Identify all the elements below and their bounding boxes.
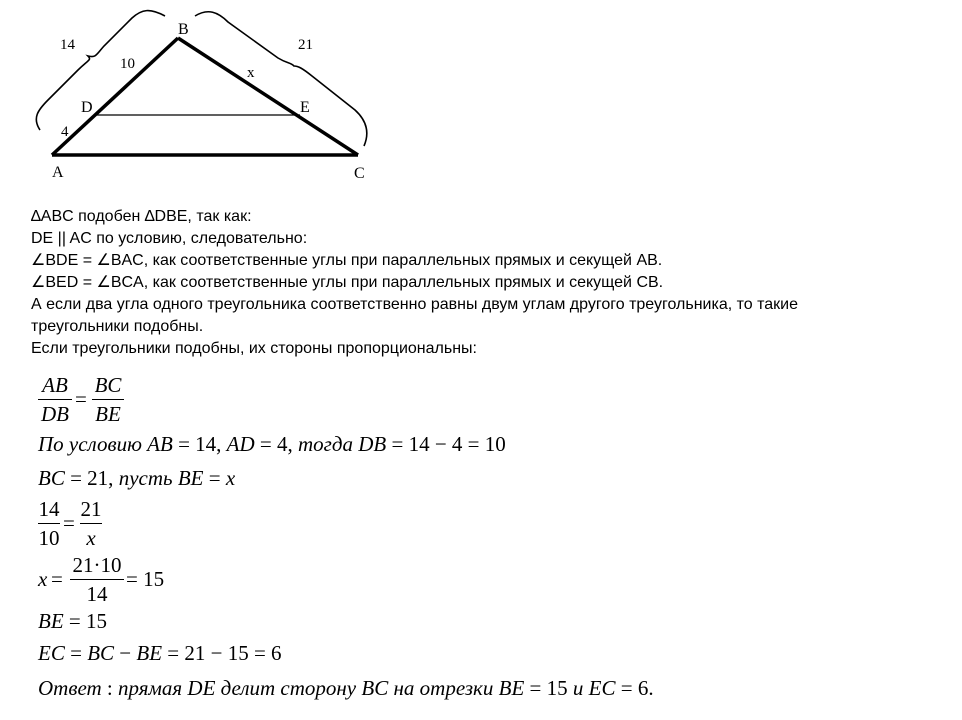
fraction-14-10: 14 10 bbox=[38, 497, 60, 550]
explanation-line-7: Если треугольники подобны, их стороны пропорциональны: bbox=[31, 340, 477, 357]
fraction-ab-db: AB DB bbox=[38, 373, 72, 426]
side-ab bbox=[52, 38, 178, 155]
ec-result: EC = BC − BE = 21 − 15 = 6 bbox=[38, 641, 282, 665]
fraction-21-x: 21 x bbox=[80, 497, 102, 550]
explanation-line-3: ∠BDE = ∠BAC, как соответственные углы при параллельных прямых и секущей AB. bbox=[31, 252, 663, 269]
label-bc-total: 21 bbox=[298, 37, 313, 53]
given-line-1: По условию AB = 14, AD = 4, тогда DB = 14 − 4 = 10 bbox=[38, 432, 506, 456]
solve-equals: = bbox=[51, 567, 63, 591]
fraction-210-14: 21·10 14 bbox=[70, 553, 124, 606]
solve-result: = 15 bbox=[126, 567, 165, 591]
ratio-equals: = bbox=[75, 387, 87, 411]
prop-equals: = bbox=[63, 511, 75, 535]
explanation-line-6: треугольники подобны. bbox=[31, 318, 204, 335]
explanation-line-4: ∠BED = ∠BCA, как соответственные углы при параллельных прямых и секущей CB. bbox=[31, 274, 664, 291]
explanation-line-2: DE || AC по условию, следовательно: bbox=[31, 230, 308, 247]
triangle-figure bbox=[0, 0, 420, 195]
explanation-line-5: А если два угла одного треугольника соответственно равны двум углам другого треугольника, то такие bbox=[31, 296, 799, 313]
label-be: x bbox=[247, 65, 255, 81]
solve-lhs: x bbox=[38, 567, 48, 591]
label-ad: 4 bbox=[61, 124, 69, 140]
fraction-bc-be: BC BE bbox=[92, 373, 124, 426]
side-bc bbox=[178, 38, 358, 155]
vertex-label-a: A bbox=[52, 164, 64, 181]
vertex-label-b: B bbox=[178, 21, 189, 38]
vertex-label-e: E bbox=[300, 99, 310, 116]
brace-bc bbox=[195, 12, 367, 146]
given-line-2: BC = 21, пусть BE = x bbox=[38, 466, 236, 490]
label-db: 10 bbox=[120, 56, 135, 72]
label-ab-total: 14 bbox=[60, 37, 75, 53]
vertex-label-d: D bbox=[81, 99, 93, 116]
answer-line: Ответ : прямая DE делит сторону BC на отрезки BE = 15 и EC = 6. bbox=[38, 676, 654, 700]
vertex-label-c: C bbox=[354, 165, 365, 182]
be-result: BE = 15 bbox=[38, 609, 107, 633]
explanation-line-1: ∆ABC подобен ∆DBE, так как: bbox=[31, 208, 252, 225]
